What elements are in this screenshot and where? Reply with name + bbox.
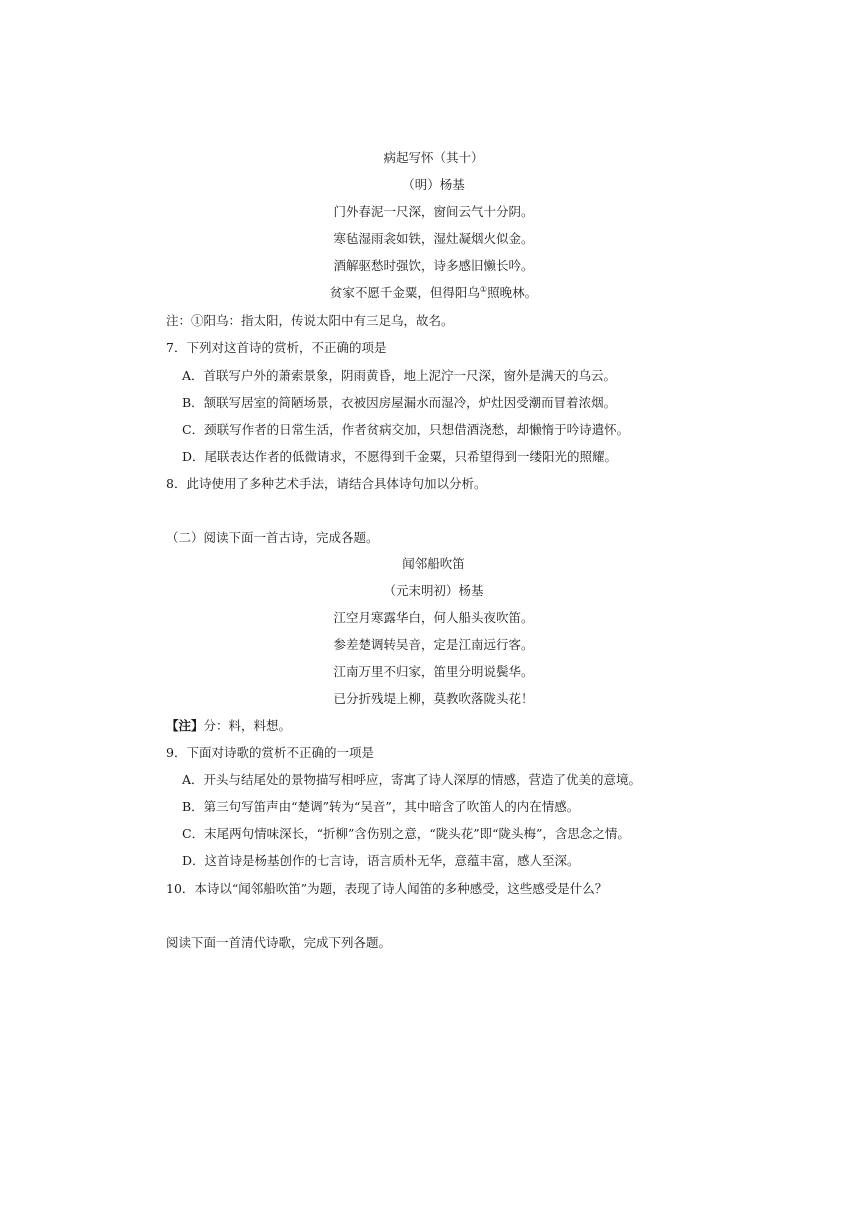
q8-stem: 8．此诗使用了多种艺术手法，请结合具体诗句加以分析。 [166,476,487,491]
poem2-line-2: 参差楚调转吴音，定是江南远行客。 [333,637,534,652]
footnote-marker: ① [479,284,488,294]
q7-option-d: D．尾联表达作者的低微请求，不愿得到千金粟，只希望得到一缕阳光的照耀。 [182,449,618,464]
q9-stem: 9．下面对诗歌的赏析不正确的一项是 [166,745,374,760]
q10-stem: 10．本诗以“闻邻船吹笛”为题，表现了诗人闻笛的多种感受，这些感受是什么？ [166,881,608,896]
q9-option-c: C．末尾两句情味深长，“折柳”含伤别之意，“陇头花”即“陇头梅”，含思念之情。 [182,826,630,841]
poem1-title: 病起写怀（其十） [383,150,484,165]
poem1-author: （明）杨基 [402,177,465,192]
poem2-title: 闻邻船吹笛 [402,556,465,571]
poem1-line-4-after: 照晚林。 [487,285,538,300]
q7-option-a: A．首联写户外的萧索景象，阴雨黄昏，地上泥泞一尺深，窗外是满天的乌云。 [182,368,617,383]
q7-option-c: C．颈联写作者的日常生活，作者贫病交加，只想借酒浇愁，却懒惰于吟诗遣怀。 [182,422,630,437]
q7-stem: 7．下列对这首诗的赏析，不正确的项是 [166,340,387,355]
section3-intro: 阅读下面一首清代诗歌，完成下列各题。 [166,935,392,950]
poem2-note-text: 分：料，料想。 [203,718,292,733]
poem2-note-prefix: 【注】 [166,718,204,733]
q9-option-a: A．开头与结尾处的景物描写相呼应，寄寓了诗人深厚的情感，营造了优美的意境。 [182,772,642,787]
section2-intro: （二）阅读下面一首古诗，完成各题。 [166,530,379,545]
q9-option-b: B．第三句写笛声由“楚调”转为“吴音”，其中暗含了吹笛人的内在情感。 [182,799,580,814]
poem1-line-1: 门外春泥一尺深，窗间云气十分阴。 [333,204,534,219]
q7-option-b: B．颔联写居室的简陋场景，衣被因房屋漏水而湿冷，炉灶因受潮而冒着浓烟。 [182,395,617,410]
q9-option-d: D．这首诗是杨基创作的七言诗，语言质朴无华，意蕴丰富，感人至深。 [182,853,580,868]
poem2-note [166,717,291,735]
poem1-note: 注：①阳乌：指太阳，传说太阳中有三足乌，故名。 [166,313,454,328]
poem2-line-1: 江空月寒露华白，何人船头夜吹笛。 [333,610,534,625]
poem1-line-4 [0,284,867,302]
poem2-line-4: 已分折残堤上柳，莫教吹落陇头花！ [333,691,534,706]
poem2-author: （元末明初）杨基 [383,583,484,598]
poem1-line-2: 寒毡湿雨衾如铁，湿灶凝烟火似金。 [333,231,534,246]
poem2-line-3: 江南万里不归家，笛里分明说鬓华。 [333,664,534,679]
poem1-line-4-before: 贫家不愿千金粟，但得阳乌 [329,285,480,300]
poem1-line-3: 酒解驱愁时强饮，诗多感旧懒长吟。 [333,258,534,273]
